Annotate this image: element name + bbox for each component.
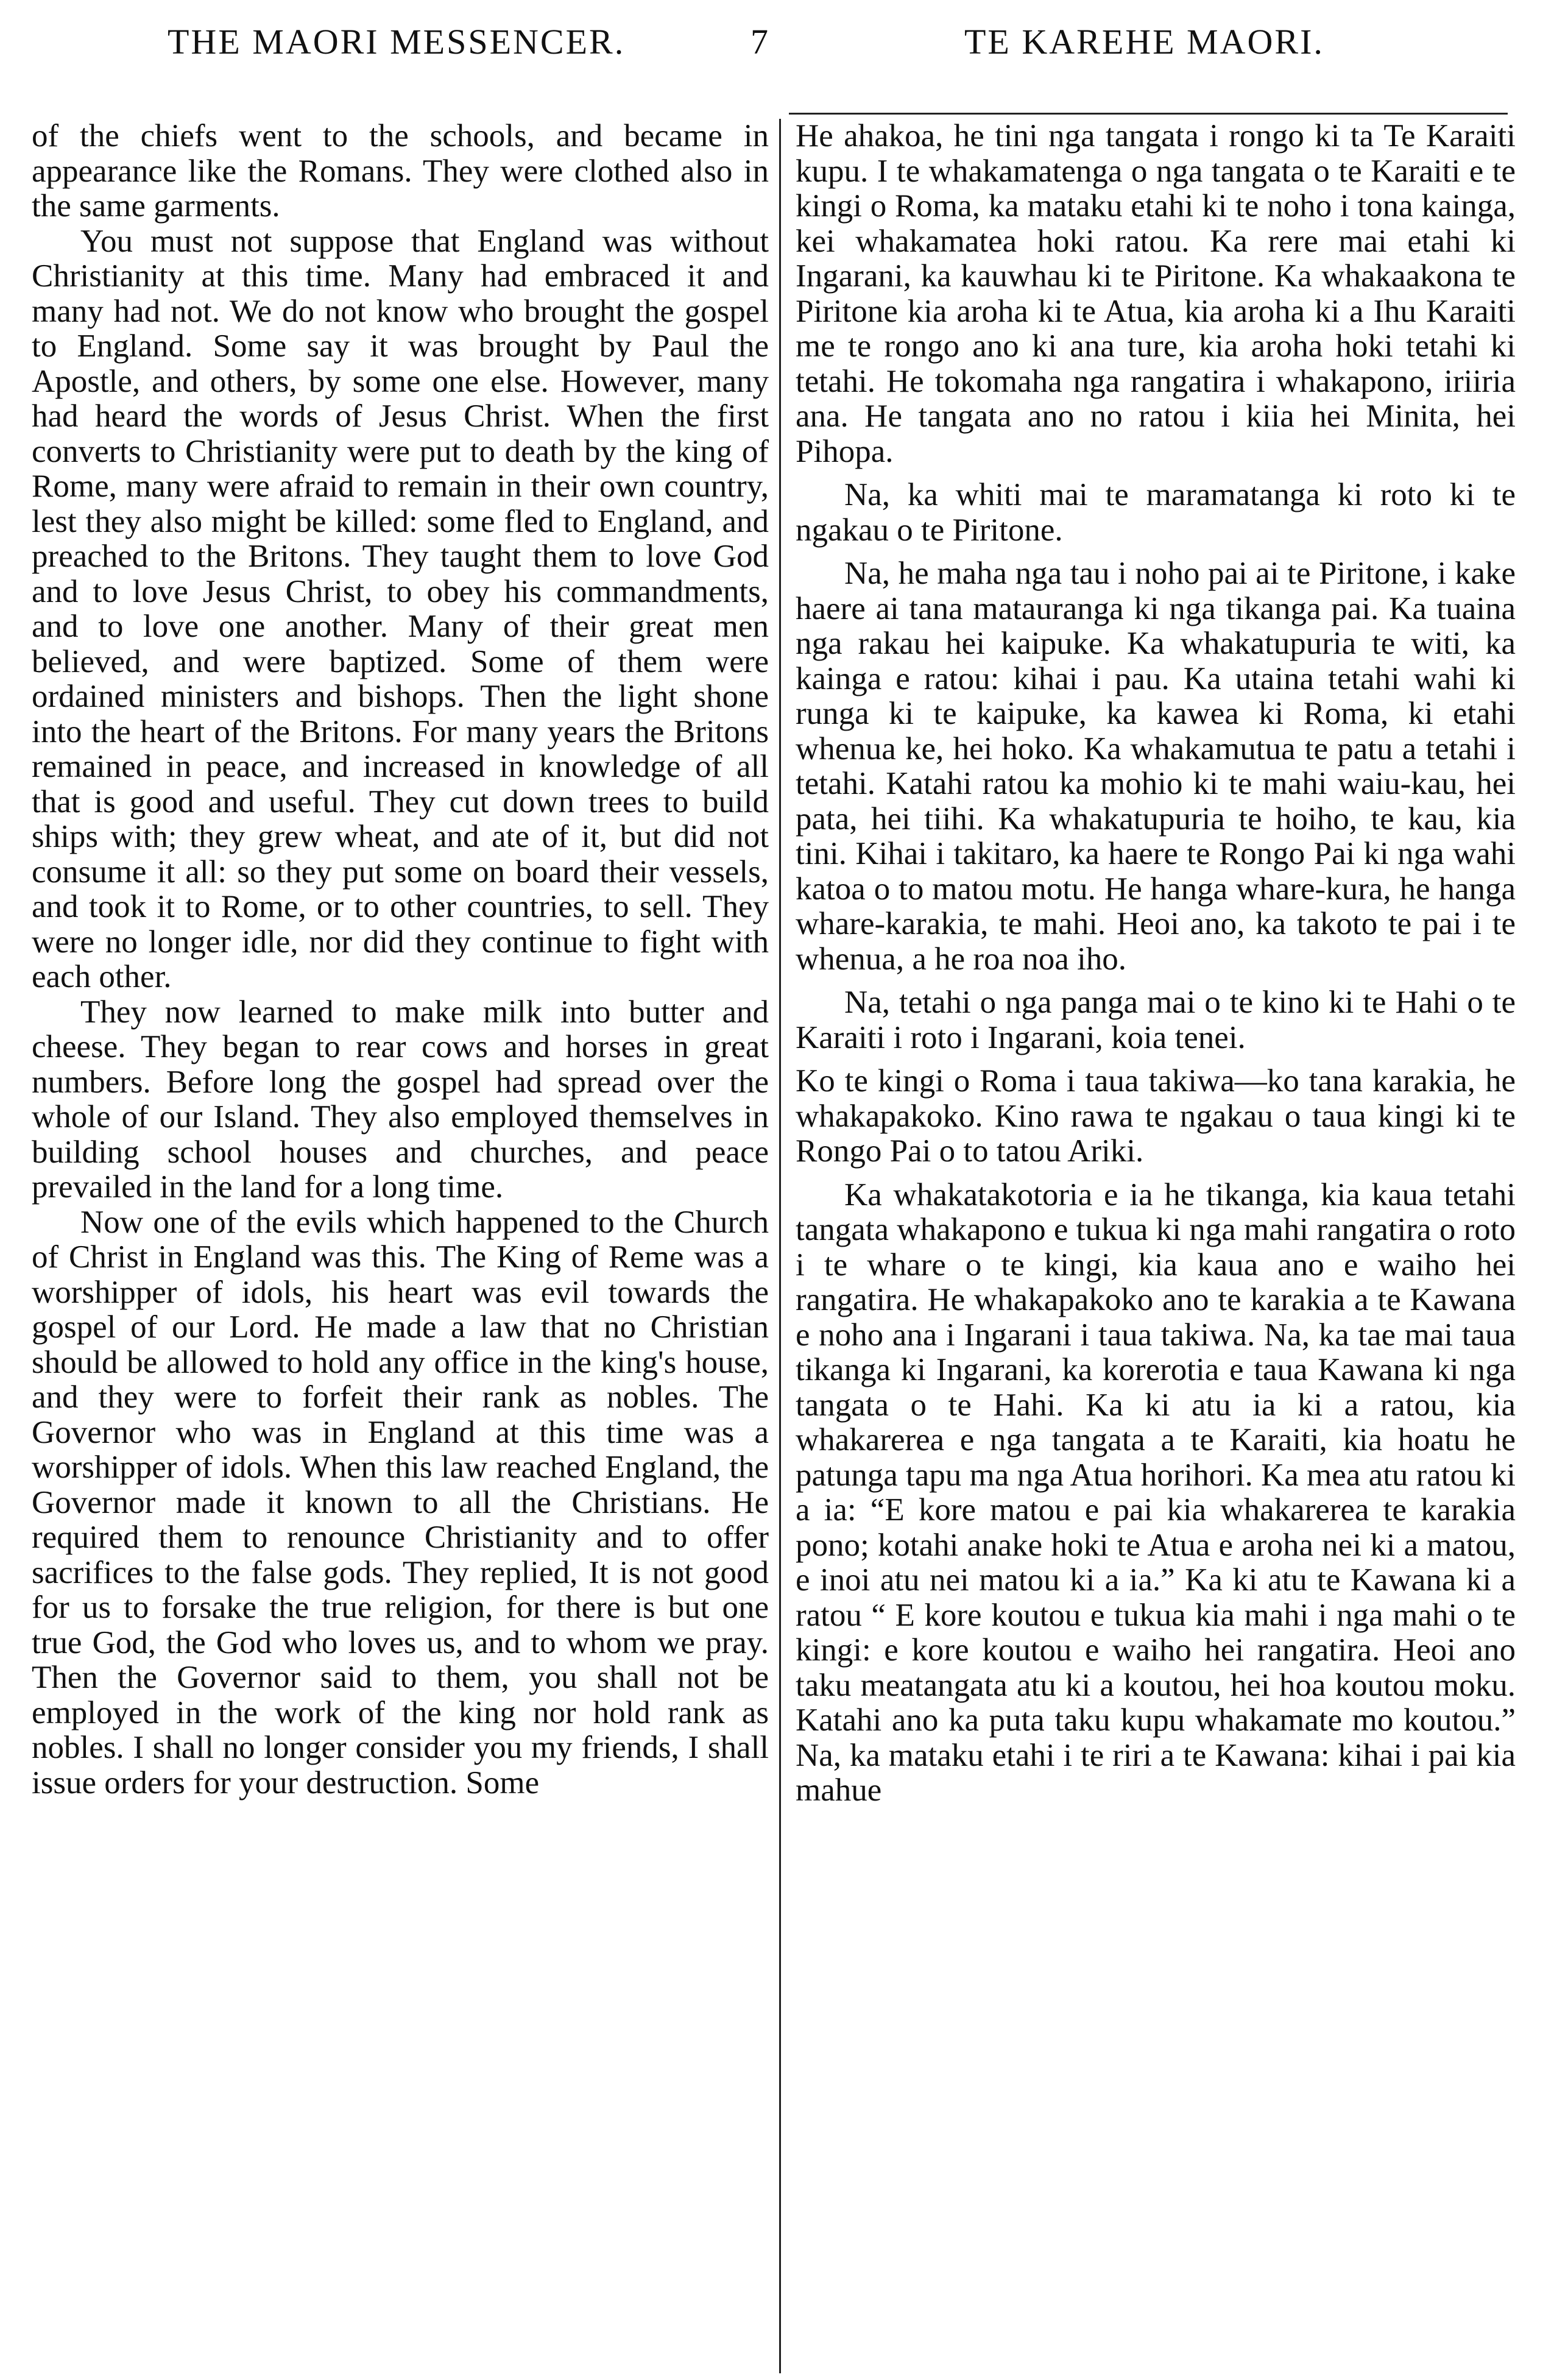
english-paragraph: of the chiefs went to the schools, and became in appearance like the Romans. They were clothed also in the same garments. bbox=[32, 119, 769, 224]
maori-paragraph: Ka whakatakotoria e ia he tikanga, kia kaua tetahi tangata whakapono e tukua ki nga mahi rangatira o roto i te whare o te kingi, kia kaua ano e waiho hei rangatira. He whakapakoko ano te karakia a te Kawana e noho ana i Ingarani i taua takiwa. Na, ka tae mai taua tikanga ki Ingarani, ka korerotia e taua Kawana ki nga tangata o te Hahi. Ka ki atu ia ki a ratou, kia whakarerea e nga tangata a te Karaiti, kia hoatu he patunga tapu ma nga Atua horihori. Ka mea atu ratou ki a ia: “E kore matou e pai kia whakarerea te karakia pono; kotahi anake hoki te Atua e aroha nei ki a matou, e inoi atu nei matou ki a ia.” Ka ki atu te Kawana ki a ratou “ E kore koutou e tukua kia mahi i nga mahi o te kingi: e kore koutou e waiho hei rangatira. Heoi ano taku meatangata atu ki a koutou, hei hoa koutou moku. Katahi ano ka puta taku kupu whakamate mo koutou.” Na, ka mataku etahi i te riri a te Kawana: kihai i pai kia mahue bbox=[796, 1177, 1516, 1808]
maori-paragraph: Na, tetahi o nga panga mai o te kino ki te Hahi o te Karaiti i roto i Ingarani, koia tenei. bbox=[796, 985, 1516, 1055]
column-divider bbox=[779, 119, 781, 2373]
page-number: 7 bbox=[751, 22, 770, 62]
maori-masthead-title: TE KAREHE MAORI. bbox=[964, 22, 1324, 62]
english-column bbox=[32, 119, 769, 2373]
header-rule bbox=[789, 113, 1508, 115]
maori-paragraph: He ahakoa, he tini nga tangata i rongo ki ta Te Karaiti kupu. I te whakamatenga o nga tangata o te Karaiti e te kingi o Roma, ka mataku etahi ki te noho i tona kainga, kei whakamatea hoki ratou. Ka rere mai etahi ki Ingarani, ka kauwhau ki te Piritone. Ka whakaakona te Piritone kia aroha ki te Atua, kia aroha ki a Ihu Karaiti me te rongo ano ki ana ture, kia aroha hoki tetahi ki tetahi. He tokomaha nga rangatira i whakapono, iriiria ana. He tangata ano no ratou i kiia hei Minita, hei Pihopa. bbox=[796, 119, 1516, 469]
maori-paragraph: Na, he maha nga tau i noho pai ai te Piritone, i kake haere ai tana matauranga ki nga tikanga pai. Ka tuaina nga rakau hei kaipuke. Ka whakatupuria te witi, ka kainga e ratou: kihai i pau. Ka utaina tetahi wahi ki runga ki te kaipuke, ka kawea ki Roma, ki etahi whenua ke, hei hoko. Ka whakamutua te patu a tetahi i tetahi. Katahi ratou ka mohio ki te mahi waiu-kau, hei pata, hei tiihi. Ka whakatupuria te hoiho, te kau, kia tini. Kihai i takitaro, ka haere te Rongo Pai ki nga wahi katoa o to matou motu. He hanga whare-kura, he hanga whare-karakia, te mahi. Heoi ano, ka takoto te pai i te whenua, a he roa noa iho. bbox=[796, 556, 1516, 977]
maori-paragraph: Ko te kingi o Roma i taua takiwa—ko tana karakia, he whakapakoko. Kino rawa te ngakau o taua kingi ki te Rongo Pai o to tatou Ariki. bbox=[796, 1063, 1516, 1169]
maori-paragraph: Na, ka whiti mai te maramatanga ki roto ki te ngakau o te Piritone. bbox=[796, 477, 1516, 548]
english-masthead-title: THE MAORI MESSENCER. bbox=[168, 22, 626, 62]
english-paragraph: They now learned to make milk into butter and cheese. They began to rear cows and horses in great numbers. Before long the gospel had spread over the whole of our Island. They also employed themselves in building school houses and churches, and peace prevailed in the land for a long time. bbox=[32, 994, 769, 1205]
english-paragraph: You must not suppose that England was without Christianity at this time. Many had embraced it and many had not. We do not know who brought the gospel to England. Some say it was brought by Paul the Apostle, and others, by some one else. However, many had heard the words of Jesus Christ. When the first converts to Christianity were put to death by the king of Rome, many were afraid to remain in their own country, lest they also might be killed: some fled to England, and preached to the Britons. They taught them to love God and to love Jesus Christ, to obey his commandments, and to love one another. Many of their great men believed, and were baptized. Some of them were ordained ministers and bishops. Then the light shone into the heart of the Britons. For many years the Britons remained in peace, and increased in knowledge of all that is good and useful. They cut down trees to build ships with; they grew wheat, and ate of it, but did not consume it all: so they put some on board their vessels, and took it to Rome, or to other countries, to sell. They were no longer idle, nor did they continue to fight with each other. bbox=[32, 223, 769, 994]
english-paragraph: Now one of the evils which happened to the Church of Christ in England was this. The King of Reme was a worshipper of idols, his heart was evil towards the gospel of our Lord. He made a law that no Christian should be allowed to hold any office in the king's house, and they were to forfeit their rank as nobles. The Governor who was in England at this time was a worshipper of idols. When this law reached England, the Governor made it known to all the Christians. He required them to renounce Christianity and to offer sacrifices to the false gods. They replied, It is not good for us to forsake the true religion, for there is but one true God, the God who loves us, and to whom we pray. Then the Governor said to them, you shall not be employed in the work of the king nor hold rank as nobles. I shall no longer consider you my friends, I shall issue orders for your destruction. Some bbox=[32, 1204, 769, 1801]
maori-column bbox=[796, 119, 1516, 2373]
